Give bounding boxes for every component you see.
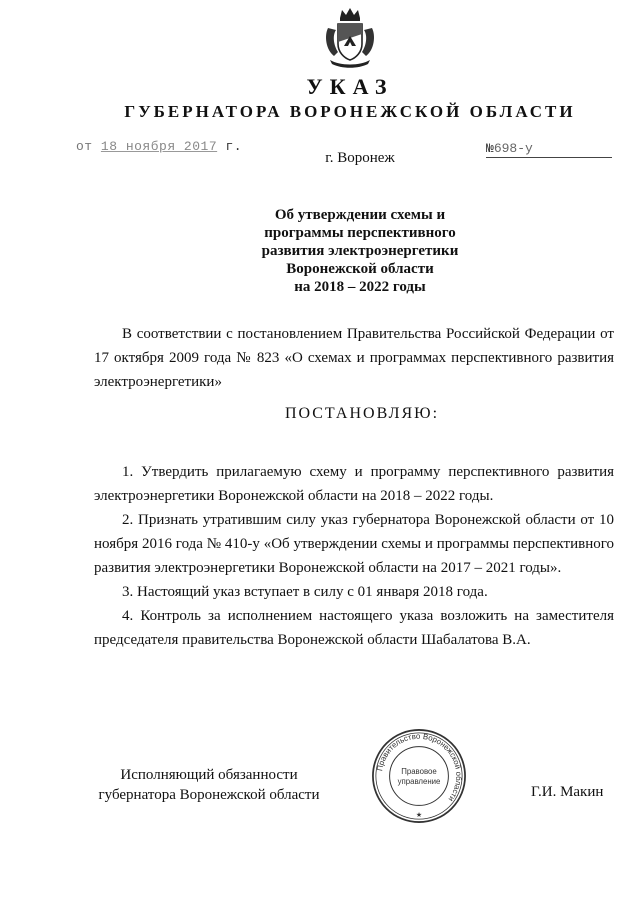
document-type-title: УКАЗ — [306, 74, 394, 99]
decree-body — [94, 322, 614, 652]
decree-word: ПОСТАНОВЛЯЮ: — [284, 405, 440, 422]
decree-item: 3. Настоящий указ вступает в силу с 01 января 2018 года. — [122, 584, 488, 600]
signatory-title-line: Исполняющий обязанности — [120, 767, 298, 783]
decree-item: 4. Контроль за исполнением настоящего указа возложить на заместителя председателя правительства Воронежской области Шабалатова В.А. — [94, 608, 614, 648]
date-value: 18 ноября 2017 — [100, 139, 218, 154]
signatory-title — [86, 765, 332, 805]
heading-line: развития электроэнергетики — [261, 243, 459, 259]
seal-center-line: управление — [397, 776, 441, 786]
city-name: г. Воронеж — [325, 150, 395, 166]
seal-stamp-icon — [370, 727, 468, 825]
decree-heading — [150, 206, 570, 296]
coat-of-arms-icon — [322, 6, 378, 70]
date-prefix: от — [76, 139, 93, 154]
decree-item: 2. Признать утратившим силу указ губернатора Воронежской области от 10 ноября 2016 года № 410-у «Об утверждении схемы и программы перспективного развития электроэнергетики Воронежской области на 2017 – 2021 годы». — [94, 512, 614, 576]
heading-line: Воронежской области — [286, 261, 434, 277]
decree-item: 1. Утвердить прилагаемую схему и программу перспективного развития электроэнергетики Воронежской области на 2018 – 2022 годы. — [94, 464, 614, 504]
heading-line: на 2018 – 2022 годы — [294, 279, 426, 295]
seal-ring-text: Правительство Воронежской области — [375, 731, 464, 804]
heading-line: программы перспективного — [264, 225, 456, 241]
number-value: 698-у — [493, 141, 533, 156]
number-prefix: № — [486, 141, 494, 156]
seal-star-icon: ★ — [415, 812, 423, 820]
document-issuer-title: ГУБЕРНАТОРА ВОРОНЕЖСКОЙ ОБЛАСТИ — [124, 102, 576, 121]
seal-center-line: Правовое — [401, 767, 437, 777]
signatory-name: Г.И. Макин — [531, 784, 604, 800]
heading-line: Об утверждении схемы и — [274, 207, 446, 223]
signatory-title-line: губернатора Воронежской области — [98, 787, 320, 803]
date-suffix: г. — [225, 139, 243, 154]
preamble-paragraph: В соответствии с постановлением Правительства Российской Федерации от 17 октября 2009 года № 823 «О схемах и программах перспективного развития электроэнергетики» — [94, 326, 614, 390]
